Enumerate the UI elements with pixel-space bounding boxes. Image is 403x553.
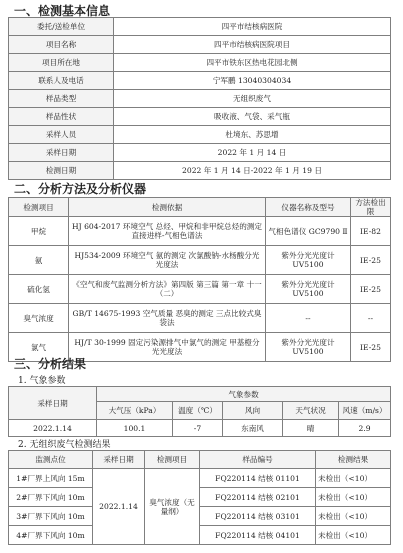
value-cell: 东南风 [223,420,283,437]
date-cell: 2022.1.14 [9,420,97,437]
table-row [9,469,391,488]
field-value: 无组织废气 [114,90,391,108]
table-row [9,126,391,144]
column-header: 采样日期 [93,451,145,469]
field-value: 四平市结核病医院项目 [114,36,391,54]
instrument-cell: 紫外分光光度计 UV5100 [266,333,351,362]
point-cell: 4#厂界下风向 10m [9,526,93,545]
point-cell: 2#厂界下风向 10m [9,488,93,507]
table-row [9,507,391,526]
table-row [9,275,391,304]
basis-cell: HJ/T 30-1999 固定污染源排气中氯气的测定 甲基橙分光光度法 [69,333,266,362]
result-cell: 未检出（<10） [316,526,391,545]
column-header: 方法检出限 [351,198,391,217]
table-header-row [9,198,391,217]
table-row [9,246,391,275]
field-value: 2022 年 1 月 14 日 [114,144,391,162]
limit-cell: -- [351,304,391,333]
basis-cell: 《空气和废气监测分析方法》第四版 第三篇 第一章 十一（二） [69,275,266,304]
column-header: 检测依据 [69,198,266,217]
basic-info-table [8,17,391,180]
result-cell: 未检出（<10） [316,507,391,526]
weather-subtitle: 1. 气象参数 [18,376,66,386]
field-value: 杜境东、苏思增 [114,126,391,144]
limit-cell: IE-82 [351,217,391,246]
table-row [9,144,391,162]
instrument-cell: 紫外分光光度计 UV5100 [266,275,351,304]
section2-title: 二、分析方法及分析仪器 [14,182,147,196]
column-header: 温度（℃） [173,402,223,420]
basis-cell: GB/T 14675-1993 空气质量 恶臭的测定 三点比较式臭袋法 [69,304,266,333]
field-label: 检测日期 [9,162,114,180]
table-row [9,18,391,36]
table-header-row [9,451,391,469]
limit-cell: IE-25 [351,246,391,275]
value-cell: 100.1 [97,420,173,437]
column-header: 检测项目 [9,198,69,217]
column-header: 检测项目 [145,451,200,469]
table-row [9,36,391,54]
column-header: 风速（m/s） [339,402,391,420]
column-header: 风向 [223,402,283,420]
field-label: 样品类型 [9,90,114,108]
table-row [9,488,391,507]
instrument-cell: -- [266,304,351,333]
item-cell: 硫化氢 [9,275,69,304]
field-label: 采样日期 [9,144,114,162]
table-row [9,72,391,90]
basis-cell: HJ534-2009 环境空气 氨的测定 次氯酸钠-水杨酸分光光度法 [69,246,266,275]
column-header: 监测点位 [9,451,93,469]
table-row [9,526,391,545]
value-cell: 2.9 [339,420,391,437]
field-label: 项目名称 [9,36,114,54]
results-table [8,450,391,545]
sample-cell: FQ220114 结核 01101 [200,469,316,488]
column-header: 采样日期 [9,387,97,420]
field-label: 采样人员 [9,126,114,144]
table-row [9,54,391,72]
field-label: 联系人及电话 [9,72,114,90]
column-header: 样品编号 [200,451,316,469]
field-value: 四平市结核病医院 [114,18,391,36]
field-value: 四平市铁东区热电花园北侧 [114,54,391,72]
point-cell: 1#厂界上风向 15m [9,469,93,488]
date-cell: 2022.1.14 [93,469,145,545]
section3-title: 三、分析结果 [14,357,87,371]
item-cell: 臭气浓度 [9,304,69,333]
column-header: 天气状况 [283,402,339,420]
item-cell: 臭气浓度（无量纲） [145,469,200,545]
sample-cell: FQ220114 结核 02101 [200,488,316,507]
column-header: 仪器名称及型号 [266,198,351,217]
result-cell: 未检出（<10） [316,469,391,488]
field-value: 宁军鹏 13040304034 [114,72,391,90]
field-label: 委托/送检单位 [9,18,114,36]
column-group-header: 气象参数 [97,387,391,402]
field-value: 吸收液、气袋、采气瓶 [114,108,391,126]
weather-table [8,386,391,437]
column-header: 检测结果 [316,451,391,469]
table-row [9,217,391,246]
section1-title: 一、检测基本信息 [14,4,111,18]
value-cell: 晴 [283,420,339,437]
results-subtitle: 2. 无组织废气检测结果 [18,440,111,450]
field-label: 项目所在地 [9,54,114,72]
item-cell: 甲烷 [9,217,69,246]
table-row [9,304,391,333]
sample-cell: FQ220114 结核 04101 [200,526,316,545]
table-row [9,162,391,180]
value-cell: -7 [173,420,223,437]
point-cell: 3#厂界下风向 10m [9,507,93,526]
field-value: 2022 年 1 月 14 日-2022 年 1 月 19 日 [114,162,391,180]
basis-cell: HJ 604-2017 环境空气 总烃、甲烷和非甲烷总烃的测定 直接进样-气相色谱法 [69,217,266,246]
instrument-cell: 紫外分光光度计 UV5100 [266,246,351,275]
item-cell: 氯气 [9,333,69,362]
table-row [9,90,391,108]
result-cell: 未检出（<10） [316,488,391,507]
method-table [8,197,391,362]
limit-cell: IE-25 [351,275,391,304]
instrument-cell: 气相色谱仪 GC9790 Ⅱ [266,217,351,246]
item-cell: 氨 [9,246,69,275]
limit-cell: IE-25 [351,333,391,362]
column-header: 大气压（kPa） [97,402,173,420]
table-row [9,420,391,437]
field-label: 样品性状 [9,108,114,126]
sample-cell: FQ220114 结核 03101 [200,507,316,526]
table-row [9,108,391,126]
table-header-row [9,387,391,402]
